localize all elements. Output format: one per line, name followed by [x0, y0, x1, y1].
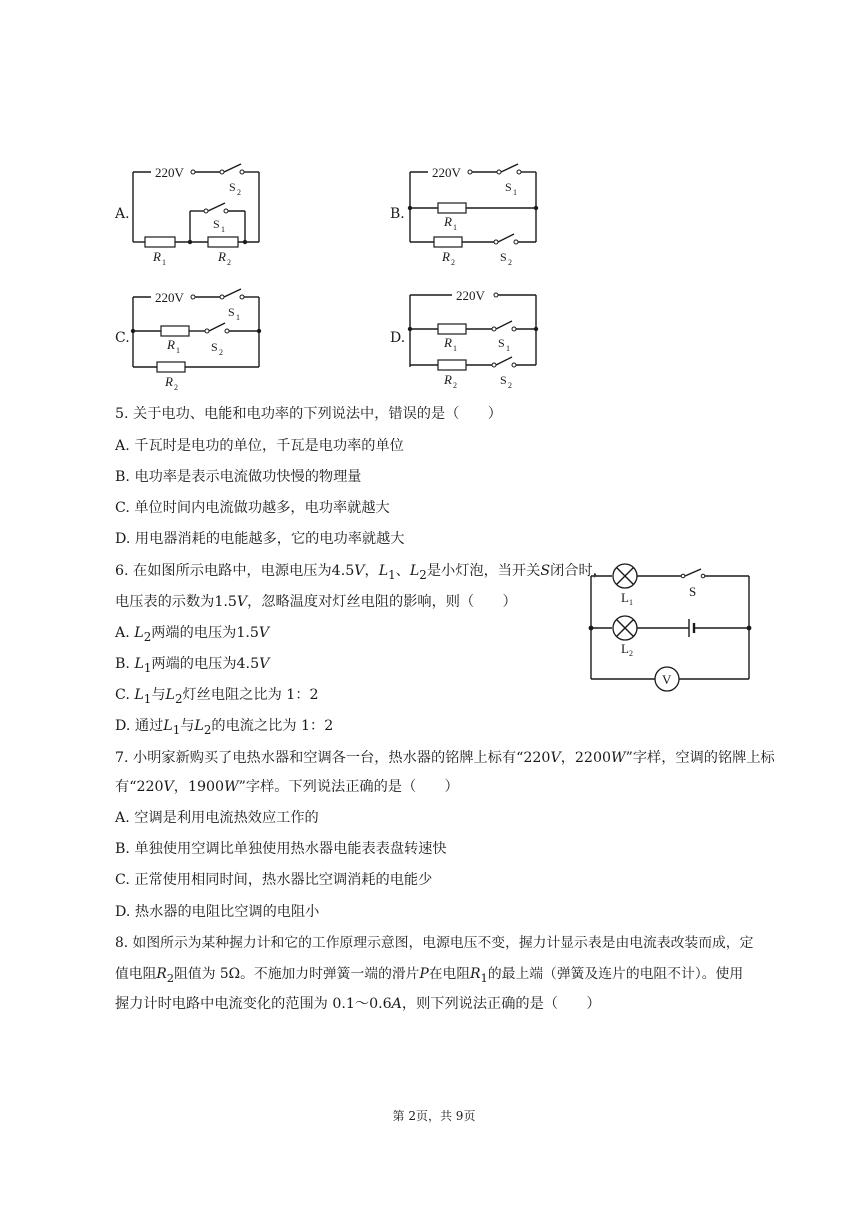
resistor-r1-label: R: [444, 214, 452, 229]
question-6-option-a: [115, 623, 269, 647]
resistor-r1: [161, 326, 189, 336]
switch-s2-label: S: [211, 340, 218, 354]
text: 在电阻: [428, 966, 471, 982]
question-5-option-d: D. 用电器消耗的电能越多，它的电功率就越大: [115, 531, 405, 547]
source-terminal: [191, 170, 195, 174]
switch-s1-sub: 1: [236, 313, 240, 322]
source-terminal: [494, 293, 498, 297]
switch-terminal: [224, 209, 228, 213]
subscript: 1: [143, 660, 152, 675]
question-7-option-b: B. 单独使用空调比单独使用热水器电能表表盘转速快: [115, 841, 447, 857]
question-6-option-c: [115, 685, 319, 709]
junction-dot: [257, 329, 261, 333]
unit: V: [550, 750, 561, 766]
text: 握力计时电路中电流变化的范围为 0.1～0.6: [115, 996, 392, 1012]
voltage-label: 220V: [155, 290, 184, 305]
subscript: 1: [480, 970, 488, 985]
resistor-r1-sub: 1: [453, 223, 457, 232]
symbol: R: [156, 966, 167, 982]
circuit-diagram-c: [125, 285, 270, 395]
voltage-label: 220V: [456, 288, 485, 303]
text: 7. 小明家新购买了电热水器和空调各一台，热水器的铭牌上标有“220: [115, 750, 551, 766]
question-6-option-b: [115, 654, 269, 678]
question-5-option-a: A. 千瓦时是电功的单位，千瓦是电功率的单位: [115, 438, 404, 454]
resistor-r2: [434, 237, 462, 247]
switch-terminal: [701, 574, 705, 578]
unit: V: [259, 656, 270, 672]
question-8-stem-line-2: [115, 964, 743, 988]
junction-dot: [534, 327, 538, 331]
subscript: 1: [388, 567, 396, 582]
text: 电压表的示数为1.5: [115, 594, 237, 610]
circuit-diagram-b: [402, 160, 547, 275]
switch-s1-label: S: [213, 217, 220, 231]
text: B.: [115, 656, 135, 672]
lamp-l1-label: L: [621, 590, 629, 605]
page-number-footer: 第 2页，共 9页: [392, 1109, 476, 1123]
resistor-r2-label: R: [165, 374, 173, 389]
lamp-l2-sub: 2: [629, 649, 633, 658]
question-7-option-a: A. 空调是利用电流热效应工作的: [115, 810, 319, 826]
option-d-label: D.: [390, 330, 406, 346]
resistor-r2: [157, 362, 185, 372]
resistor-r2-label: R: [442, 249, 450, 264]
question-6-circuit-diagram: [585, 560, 755, 695]
symbol: L: [134, 687, 144, 703]
switch-terminal: [204, 209, 208, 213]
switch-s2-blade: [209, 323, 225, 331]
option-a-label: A.: [115, 206, 130, 222]
switch-terminal: [494, 240, 498, 244]
switch-terminal: [497, 170, 501, 174]
switch-s1-blade: [496, 321, 512, 329]
resistor-r1: [438, 203, 466, 213]
switch-terminal: [512, 363, 516, 367]
junction-dot: [747, 626, 752, 631]
question-7-option-c: C. 正常使用相同时间，热水器比空调消耗的电能少: [115, 872, 433, 888]
text: A.: [115, 625, 135, 641]
switch-s1-sub: 1: [513, 188, 517, 197]
switch-s2-label: S: [229, 180, 236, 194]
junction-dot: [408, 327, 412, 331]
switch-s2-blade: [498, 234, 514, 242]
switch-s1-sub: 1: [506, 344, 510, 353]
unit: V: [236, 594, 248, 610]
switch-s1-blade: [224, 289, 241, 297]
junction-dot: [589, 626, 594, 631]
text: 、: [395, 563, 410, 579]
symbol: P: [419, 966, 429, 982]
resistor-r1-label: R: [444, 335, 452, 350]
switch-terminal: [512, 327, 516, 331]
junction-dot: [534, 206, 538, 210]
resistor-r1-label: R: [167, 337, 175, 352]
text: 6. 在如图所示电路中，电源电压为4.5: [115, 563, 355, 579]
source-terminal: [191, 295, 195, 299]
option-c-label: C.: [115, 330, 130, 346]
text: ，: [364, 563, 379, 579]
resistor-r1: [145, 237, 175, 247]
text: 的电流之比为 1：2: [211, 718, 334, 734]
resistor-r1-sub: 1: [453, 344, 457, 353]
text: 值电阻: [115, 966, 157, 982]
source-terminal: [468, 170, 472, 174]
junction-dot: [188, 240, 192, 244]
symbol: R: [470, 966, 481, 982]
question-7-option-d: D. 热水器的电阻比空调的电阻小: [115, 904, 320, 920]
resistor-r2-sub: 2: [453, 381, 457, 390]
resistor-r2-sub: 2: [451, 258, 455, 267]
voltage-label: 220V: [155, 165, 184, 180]
switch-s1-label: S: [498, 336, 505, 350]
resistor-r2: [438, 360, 466, 370]
question-7-stem-line-1: [115, 748, 775, 768]
subscript: 1: [172, 722, 181, 737]
text: ，则下列说法正确的是（ ）: [401, 996, 601, 1012]
symbol: L: [194, 718, 204, 734]
text: 与: [180, 718, 195, 734]
voltage-label: 220V: [432, 165, 461, 180]
symbol: L: [134, 656, 144, 672]
resistor-r2-sub: 2: [227, 258, 231, 267]
text: D. 通过: [115, 718, 164, 734]
text: 闭合时，: [550, 563, 607, 579]
switch-s-label: S: [689, 584, 697, 599]
circuit-diagram-d: [402, 285, 547, 395]
resistor-r1: [438, 324, 466, 334]
text: 有“220: [115, 779, 164, 795]
symbol: L: [134, 625, 144, 641]
text: 的最上端（弹簧及连片的电阻不计）。使用: [487, 966, 744, 982]
subscript: 2: [143, 629, 152, 644]
voltmeter-label: V: [662, 672, 672, 687]
text: ”字样。下列说法正确的是（ ）: [238, 779, 459, 795]
switch-s1-sub: 1: [221, 225, 225, 234]
junction-dot: [408, 206, 412, 210]
unit: W: [224, 779, 239, 795]
switch-s2-sub: 2: [237, 188, 241, 197]
text: 与: [151, 687, 166, 703]
unit: V: [258, 625, 270, 641]
resistor-r2: [208, 237, 238, 247]
question-8-stem-line-3: [115, 994, 601, 1014]
text: 两端的电压为4.5: [151, 656, 260, 672]
subscript: 2: [203, 722, 212, 737]
symbol: L: [409, 563, 420, 579]
symbol: L: [165, 687, 175, 703]
switch-s1-label: S: [505, 180, 512, 194]
question-7-stem-line-2: [115, 777, 459, 797]
symbol: L: [378, 563, 389, 579]
question-5-stem: 5. 关于电功、电能和电功率的下列说法中，错误的是（ ）: [115, 406, 502, 422]
switch-terminal: [220, 170, 224, 174]
resistor-r1-sub: 1: [176, 346, 180, 355]
switch-terminal: [205, 329, 209, 333]
switch-terminal: [240, 170, 244, 174]
question-5-option-b: B. 电功率是表示电流做功快慢的物理量: [115, 469, 362, 485]
switch-s2-blade: [496, 357, 512, 365]
switch-s1-blade: [208, 203, 225, 211]
switch-terminal: [681, 574, 685, 578]
text: 阻值为 5Ω。不施加力时弹簧一端的滑片: [174, 966, 420, 982]
switch-terminal: [240, 295, 244, 299]
resistor-r2-sub: 2: [174, 383, 178, 392]
lamp-l2-label: L: [621, 641, 629, 656]
question-6-stem-line-1: [115, 561, 607, 585]
switch-s2-sub: 2: [508, 381, 512, 390]
lamp-l1-sub: 1: [629, 598, 633, 607]
switch-terminal: [517, 170, 521, 174]
switch-s2-label: S: [500, 373, 507, 387]
subscript: 2: [166, 970, 175, 985]
text: 灯丝电阻之比为 1：2: [182, 687, 319, 703]
switch-s1-blade: [501, 164, 518, 172]
option-b-label: B.: [390, 206, 405, 222]
switch-s2-blade: [224, 164, 241, 172]
switch-s2-label: S: [500, 250, 507, 264]
question-6-stem-line-2: [115, 592, 517, 612]
text: ”字样，空调的铭牌上标: [625, 750, 775, 766]
question-5-option-c: C. 单位时间内电流做功越多，电功率就越大: [115, 500, 390, 516]
switch-terminal: [492, 327, 496, 331]
resistor-r1-label: R: [153, 249, 161, 264]
switch-s-blade: [685, 569, 701, 576]
question-6-option-d: [115, 716, 333, 740]
text: C.: [115, 687, 135, 703]
circuit-diagram-a: [125, 160, 270, 275]
text: 两端的电压为1.5: [151, 625, 259, 641]
text: ，2200: [560, 750, 611, 766]
subscript: 2: [419, 567, 427, 582]
switch-s2-sub: 2: [508, 258, 512, 267]
switch-terminal: [220, 295, 224, 299]
junction-dot: [243, 240, 247, 244]
resistor-r2-label: R: [218, 249, 226, 264]
switch-terminal: [225, 329, 229, 333]
symbol: S: [540, 563, 551, 579]
junction-dot: [131, 329, 135, 333]
switch-s1-label: S: [228, 305, 235, 319]
symbol: L: [163, 718, 173, 734]
unit: V: [354, 563, 365, 579]
subscript: 2: [174, 691, 183, 706]
text: ，1900: [173, 779, 225, 795]
unit: A: [391, 996, 402, 1012]
question-8-stem-line-1: 8. 如图所示为某种握力计和它的工作原理示意图，电源电压不变，握力计显示表是由电流表改装而成，定: [115, 935, 754, 951]
switch-terminal: [514, 240, 518, 244]
switch-s2-sub: 2: [219, 348, 223, 357]
subscript: 1: [143, 691, 152, 706]
resistor-r2-label: R: [444, 372, 452, 387]
unit: W: [611, 750, 626, 766]
resistor-r1-sub: 1: [162, 258, 166, 267]
unit: V: [163, 779, 174, 795]
text: 是小灯泡，当开关: [426, 563, 541, 579]
text: ，忽略温度对灯丝电阻的影响，则（ ）: [247, 594, 517, 610]
switch-terminal: [492, 363, 496, 367]
